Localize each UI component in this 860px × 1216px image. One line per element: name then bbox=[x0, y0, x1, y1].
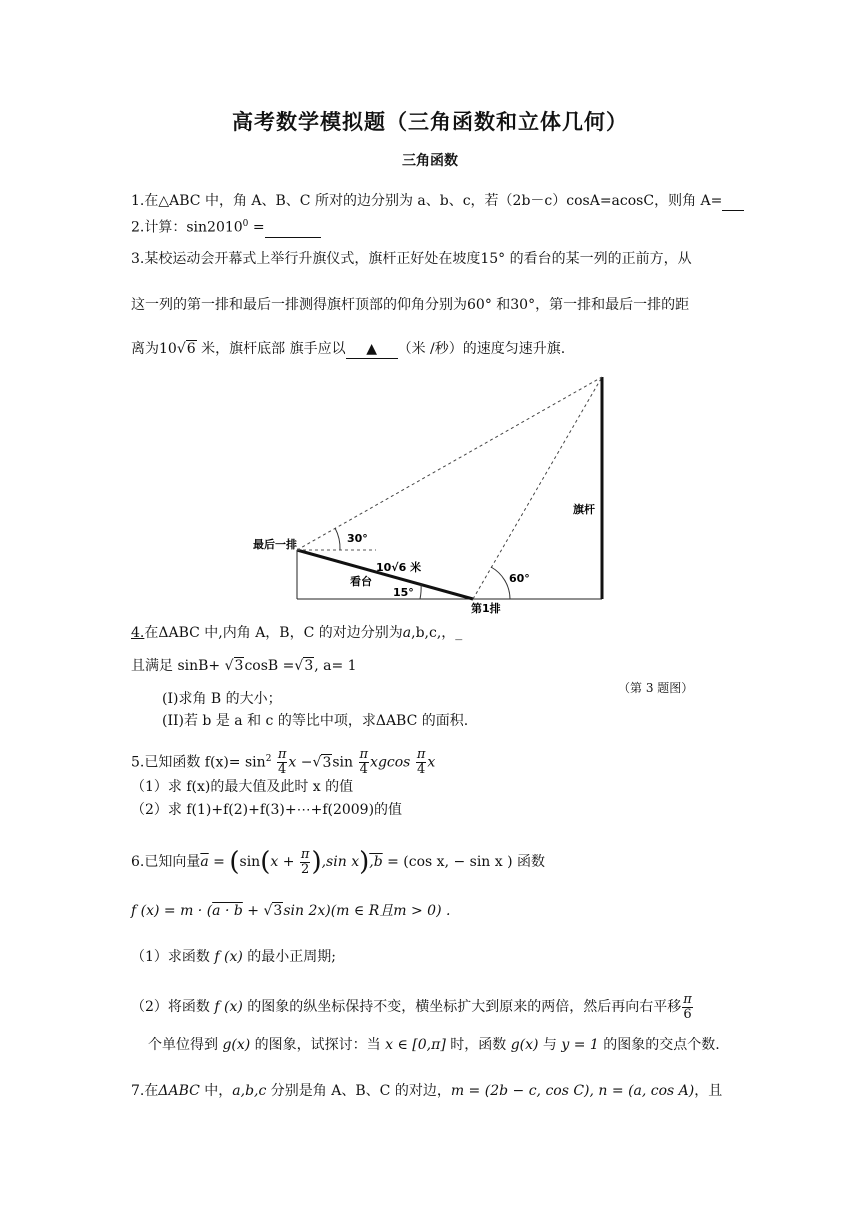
sight-line-last-row bbox=[297, 377, 602, 550]
q6-p3-g: g(x) bbox=[222, 1037, 251, 1053]
q6-p3-a: 个单位得到 bbox=[148, 1037, 223, 1053]
degree-mark: 0 bbox=[242, 219, 249, 229]
q6-x: x bbox=[270, 854, 279, 870]
q6-p2-b: 的图象的纵坐标保持不变，横坐标扩大到原来的两倍，然后再向右平移 bbox=[242, 999, 682, 1015]
q4-cond-b: cosB = bbox=[244, 658, 295, 674]
flagpole-diagram bbox=[0, 370, 860, 630]
q6-p1-f: f (x) bbox=[214, 949, 243, 965]
q3-radicand: 6 bbox=[186, 341, 196, 357]
paren-close: ) bbox=[359, 847, 370, 877]
q5-x: x bbox=[288, 754, 297, 771]
q6-p3-e: 的图象的交点个数. bbox=[598, 1037, 720, 1053]
fraction-pi-over-6: $\frac{\pi}{6}$ bbox=[683, 991, 692, 1022]
q5-prefix: 5.已知函数 f(x)= bbox=[131, 754, 245, 771]
q5-x-end: x bbox=[427, 754, 436, 771]
q4-radicand-2: 3 bbox=[304, 658, 314, 674]
fraction-pi-over-4: $\frac{\pi}{4}$ bbox=[277, 747, 287, 778]
question-6-part-1 bbox=[131, 948, 336, 966]
q6-p3-g2: g(x) bbox=[510, 1037, 539, 1053]
q5-radicand: 3 bbox=[322, 754, 332, 771]
question-4-part-1: (I)求角 B 的大小； bbox=[162, 691, 282, 707]
question-2-suffix: = bbox=[248, 219, 265, 236]
q6-vec-a: $\overline{a}$ bbox=[200, 854, 209, 870]
label-stand: 看台 bbox=[350, 575, 372, 588]
q6-p3-d: 与 bbox=[538, 1037, 562, 1053]
q6-f-a: f (x) = m · ( bbox=[131, 903, 213, 919]
q6-p3-b: 的图象，试探讨：当 bbox=[250, 1037, 386, 1053]
question-6-line-2 bbox=[131, 902, 450, 920]
q7-mid1: 中， bbox=[199, 1083, 233, 1099]
question-3-line-3 bbox=[131, 340, 565, 359]
stand-slope bbox=[297, 550, 473, 599]
question-4-line-1 bbox=[131, 624, 462, 642]
label-length: 10√6 米 bbox=[376, 561, 422, 574]
angle-arc-60 bbox=[491, 567, 510, 599]
sqrt-sign: √ bbox=[224, 658, 234, 674]
angle-arc-15 bbox=[420, 584, 421, 599]
q4-cond-c: , a= 1 bbox=[314, 658, 357, 674]
q6-p3-c: 时，函数 bbox=[445, 1037, 511, 1053]
q4-text-a: 在ΔABC 中,内角 A，B，C 的对边分别为 bbox=[144, 625, 403, 641]
label-last-row: 最后一排 bbox=[253, 538, 297, 551]
question-5-line-1 bbox=[131, 746, 435, 777]
q3-text-c: （米 /秒）的速度匀速升旗. bbox=[397, 341, 566, 357]
q7-suffix: ，且 bbox=[694, 1083, 723, 1099]
label-angle-30: 30° bbox=[347, 532, 368, 545]
question-3-line-2: 这一列的第一排和最后一排测得旗杆顶部的仰角分别为60° 和30°，第一排和最后一排的距 bbox=[131, 297, 690, 313]
q5-mid: xgcos bbox=[370, 754, 411, 771]
answer-blank-3 bbox=[346, 340, 398, 359]
label-angle-15: 15° bbox=[393, 586, 414, 599]
q6-f-radicand: 3 bbox=[273, 903, 283, 919]
question-7 bbox=[131, 1082, 722, 1100]
q6-p1-b: 的最小正周期; bbox=[242, 949, 336, 965]
paren-close-inner: ) bbox=[311, 847, 322, 877]
question-5-part-1: （1）求 f(x)的最大值及此时 x 的值 bbox=[131, 779, 354, 795]
q6-p2-f: f (x) bbox=[214, 999, 243, 1015]
q5-sin: sin bbox=[245, 754, 266, 771]
q7-triangle: ΔABC bbox=[158, 1083, 200, 1099]
page-title: 高考数学模拟题（三角函数和立体几何） bbox=[232, 109, 628, 134]
q4-var-a: a bbox=[402, 625, 412, 641]
fraction-pi-over-4: $\frac{\pi}{4}$ bbox=[416, 747, 426, 778]
q6-eq: = bbox=[208, 854, 230, 870]
question-6-part-2 bbox=[131, 992, 694, 1022]
question-3-line-1: 3.某校运动会开幕式上举行升旗仪式，旗杆正好处在坡度15° 的看台的某一列的正前方，从 bbox=[131, 251, 692, 267]
q6-suffix: 函数 bbox=[512, 854, 546, 870]
triangle-mark: ▲ bbox=[366, 341, 377, 357]
angle-arc-30 bbox=[335, 528, 340, 550]
answer-blank-2 bbox=[265, 219, 321, 238]
fraction-pi-over-2: $\frac{\pi}{2}$ bbox=[300, 846, 310, 877]
q6-p3-x: x ∈ [0,π] bbox=[385, 1037, 446, 1053]
q4-radicand-1: 3 bbox=[234, 658, 244, 674]
q6-vec-b: ,b bbox=[369, 854, 383, 870]
question-1 bbox=[131, 192, 744, 211]
q5-minus: − bbox=[300, 754, 313, 771]
q7-prefix: 7.在 bbox=[131, 1083, 159, 1099]
sqrt-sign: √ bbox=[263, 903, 273, 919]
q6-plus: + bbox=[278, 854, 299, 870]
q6-p1-a: （1）求函数 bbox=[131, 949, 215, 965]
q6-sin: sin bbox=[239, 854, 261, 870]
q6-f-b: + bbox=[242, 903, 264, 919]
q6-f-c: sin 2x)(m ∈ R且m > 0) . bbox=[283, 903, 451, 919]
question-6-line-1 bbox=[131, 846, 545, 878]
question-4-line-2 bbox=[131, 657, 357, 675]
q4-text-b: ,b,c,，_ bbox=[411, 625, 463, 641]
question-1-text: 1.在△ABC 中，角 A、B、C 所对的边分别为 a、b、c，若（2b－c）cosA=acosC，则角 A= bbox=[131, 193, 723, 209]
q7-abc: a,b,c bbox=[232, 1083, 267, 1099]
question-6-part-2-cont bbox=[148, 1036, 720, 1054]
paren-open-inner: ( bbox=[260, 847, 271, 877]
q5-sin-2: sin bbox=[332, 754, 354, 771]
q3-text-a: 离为 bbox=[131, 341, 159, 357]
figure-caption: （第 3 题图） bbox=[618, 681, 694, 695]
sqrt-sign: √ bbox=[176, 341, 186, 357]
question-2 bbox=[131, 215, 321, 238]
answer-blank-1 bbox=[722, 192, 744, 211]
q6-p3-y: y = 1 bbox=[561, 1037, 599, 1053]
sight-line-first-row bbox=[473, 377, 602, 599]
q6-b-expr: = (cos x, − sin x ) bbox=[382, 854, 513, 870]
q5-square: 2 bbox=[265, 754, 272, 764]
q7-mid2: 分别是角 A、B、C 的对边， bbox=[266, 1083, 451, 1099]
q7-vectors: m = (2b − c, cos C), n = (a, cos A) bbox=[450, 1083, 695, 1099]
q6-sinx: ,sin x bbox=[321, 854, 360, 870]
q6-p2-a: （2）将函数 bbox=[131, 999, 215, 1015]
sqrt-sign: √ bbox=[294, 658, 304, 674]
question-4-part-2: (II)若 b 是 a 和 c 的等比中项，求ΔABC 的面积. bbox=[162, 713, 469, 729]
label-flagpole: 旗杆 bbox=[573, 503, 595, 516]
paren-open: ( bbox=[229, 847, 240, 877]
q3-text-b: 米，旗杆底部 旗手应以 bbox=[196, 341, 346, 357]
q4-number: 4. bbox=[131, 625, 145, 641]
section-title: 三角函数 bbox=[402, 153, 458, 169]
fraction-pi-over-4: $\frac{\pi}{4}$ bbox=[359, 747, 369, 778]
q4-cond-a: 且满足 sinB+ bbox=[131, 658, 225, 674]
question-2-prefix: 2.计算：sin2010 bbox=[131, 219, 243, 236]
label-first-row: 第1排 bbox=[471, 602, 501, 615]
sqrt-sign: √ bbox=[312, 754, 322, 771]
q6-prefix: 6.已知向量 bbox=[131, 854, 201, 870]
question-5-part-2: （2）求 f(1)+f(2)+f(3)+⋯+f(2009)的值 bbox=[131, 802, 403, 818]
label-angle-60: 60° bbox=[509, 572, 530, 585]
q6-f-ab: a · b bbox=[212, 903, 243, 919]
q3-num: 10 bbox=[159, 341, 177, 357]
